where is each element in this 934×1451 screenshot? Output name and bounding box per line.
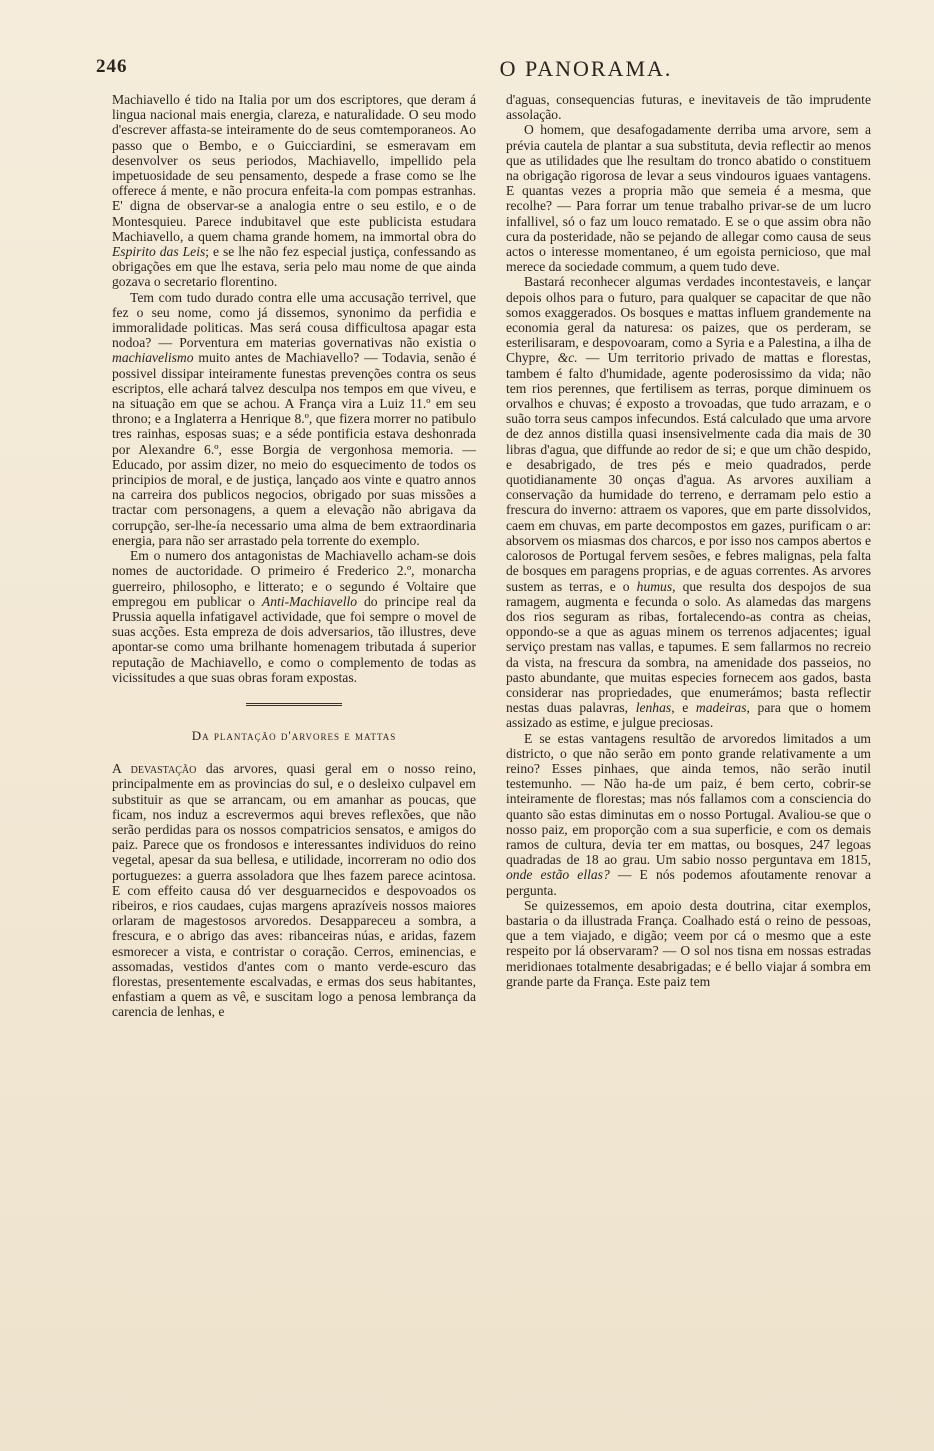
section-divider (246, 703, 342, 706)
paragraph: Bastará reconhecer algumas verdades incontestaveis, e lançar depois olhos para o futuro, para qualquer se capacitar de que não somos exaggerados. Os bosques e mattas influem grandemente na economia geral da naturesa: os paizes, que os perderam, se esterilisaram, e despovoaram, como a Syria e a Palestina, a ilha de Chypre, &c. — Um territorio privado de mattas e florestas, tambem é falto d'humidade, agente poderosissimo da vida; não tem rios perennes, que fertilisem as terras, porque diminuem os orvalhos e chuvas; é exposto a trovoadas, que tudo arrazam, e o suão torra seus campos infecundos. Está calculado que uma arvore de dez annos distilla quasi insensivelmente cada dia mais de 30 libras d'agua, que diffunde ao redor de si; e que um chão despido, e desabrigado, de tres pés e meio quadrados, perde quotidianamente 30 onças d'agua. As arvores auxiliam a conservação da humidade do terreno, e derramam pelo estio a frescura do inverno: attraem os vapores, que em parte dissolvidos, caem em chuvas, em parte decompostos em gazes, purificam o ar: absorvem os miasmas dos charcos, e por isso nos campos abertos e calorosos de Portugal fervem sesões, e febres malignas, pela falta de bosques em paragens proprias, e de aguas correntes. As arvores sustem as terras, e o humus, que resulta dos despojos de sua ramagem, augmenta e fecunda o solo. As alamedas das margens dos rios seguram as ribas, fortalecendo-as contra as cheias, oppondo-se a que as aguas minem os terrenos adjacentes; igual serviço prestam nas vallas, e tapumes. E sem fallarmos no recreio da vista, na frescura da sombra, na amenidade dos passeios, no pasto abundante, que muitas especies fornecem aos gados, basta considerar nas propriedades, que enumerámos; basta reflectir nestas duas palavras, lenhas, e madeiras, para que o homem assizado as estime, e julgue preciosas. (506, 274, 871, 731)
journal-title: O PANORAMA. (499, 56, 673, 81)
paragraph: E se estas vantagens resultão de arvoredos limitados a um districto, o que não serão em ponto grande relativamente a um reino? Esses pinhaes, que ainda temos, não serão inutil testemunho. — Não ha-de um paiz, é bem certo, cobrir-se inteiramente de florestas; mas nós fallamos com a consciencia do quanto são estas diminutas em o nosso Portugal. Avaliou-se que o nosso paiz, em proporção com a sua superficie, e com os demais ramos de cultura, devia ter em mattas, ou bosques, 247 legoas quadradas de 18 ao grau. Um sabio nosso perguntava em 1815, onde estão ellas? — E nós podemos afoutamente renovar a pergunta. (506, 730, 872, 898)
paragraph: Em o numero dos antagonistas de Machiavello acham-se dois nomes de auctoridade. O primeiro é Frederico 2.º, monarcha guerreiro, philosopho, e litterato; e o segundo é Voltaire que empregou em publicar o Anti-Machiavello do principe real da Prussia aquella infatigavel actividade, que foi sempre o movel de suas acções. Esta empreza de dois adversarios, tão illustres, deve apontar-se como uma brilhante homenagem tributada á superior reputação de Machiavello, e como o complemento de todas as vicissitudes a que suas obras foram expostas. (112, 548, 476, 685)
right-column (506, 92, 871, 989)
paragraph: A devastação das arvores, quasi geral em o nosso reino, principalmente em as provincias do sul, e o desleixo culpavel em substituir as que se arrancam, ou em amanhar as poucas, que ficam, nos induz a escrevermos aqui breves reflexões, que não serão perdidas para os nossos compatricios sensatos, e amigos do paiz. Parece que os frondosos e interessantes individuos do reino vegetal, apesar da sua bellesa, e utilidade, incorreram no odio dos portuguezes: a guerra assoladora que lhes fazem parece acintosa. E com effeito causa dó ver desguarnecidos e despovoados os ribeiros, e rios caudaes, cujas margens aprazíveis nossos maiores orlaram de magestosos arvoredos. Desappareceu a sombra, a frescura, e o abrigo das aves: ribanceiras núas, e aridas, fazem esmorecer a vista, e contristar o coração. Cerros, eminencias, e assomadas, vestidos d'antes com o manto verde-escuro das florestas, presentemente escalvadas, e ermas dos seus habitantes, enfastiam a quem as vê, e suscitam logo a penosa lembrança da carencia de lenhas, e (112, 761, 476, 1020)
paragraph: O homem, que desafogadamente derriba uma arvore, sem a prévia cautela de plantar a sua substituta, devia reflectir ao menos que as utilidades que lhe resultam do tronco abatido o constituem na obrigação rigorosa de levar a seus vindouros iguaes vantagens. E quantas vezes a propria mão que semeia é a mesma, que recolhe? — Para forrar um tenue trabalho privar-se de um lucro infallivel, só o faz um louco rematado. E se o que assim obra não cura da posteridade, não se pejando de allegar como causa de seus actos o interesse momentaneo, é um egoista pernicioso, que mal merece da sociedade commum, a quem tudo deve. (506, 122, 871, 275)
page-number: 246 (96, 56, 128, 77)
paragraph: Machiavello é tido na Italia por um dos escriptores, que deram á lingua nacional mais energia, clareza, e naturalidade. O seu modo d'escrever affasta-se inteiramente do de seus comtemporaneos. Ao passo que o Bembo, e o Guicciardini, se esmeravam em desenvolver os seus periodos, Machiavello, impellido pela impetuosidade de seu pensamento, despede a frase como se lhe offerece á mente, e não procura enfeita-la com pompas estranhas. E' digna de observar-se a analogia entre o seu estilo, e o de Montesquieu. Parece indubitavel que este publicista estudara Machiavello, a quem chama grande homem, na immortal obra do Espirito das Leis; e se lhe não fez especial justiça, confessando as obrigações em que lhe estava, seria pelo mau nome de que ainda gozava o secretario florentino. (112, 92, 476, 290)
section-title: Da plantação d'arvores e mattas (191, 727, 397, 743)
paragraph: Se quizessemos, em apoio desta doutrina, citar exemplos, bastaria o da illustrada França. Coalhado está o reino de pessoas, que a tem viajado, e digão; veem por cá o mesmo que a este respeito por lá observaram? — O sol nos tisna em nossas estradas meridionaes totalmente desabrigadas; e é bello viajar á sombra em grande parte da França. Este paiz tem (506, 897, 871, 989)
paragraph: d'aguas, consequencias futuras, e inevitaveis de tão imprudente assolação. (506, 92, 871, 123)
left-column (112, 92, 476, 1020)
paragraph: Tem com tudo durado contra elle uma accusação terrivel, que fez o seu nome, como já dissemos, synonimo da perfidia e immoralidade politicas. Mas será cousa difficultosa apagar esta nodoa? — Porventura em materias governativas não existia o machiavelismo muito antes de Machiavello? — Todavia, senão é possivel dissipar inteiramente funestas prevenções contra os seus escriptos, elle achará talvez desculpa nos tempos em que viveu, e na situação em que se achou. A França vira a Luiz 11.º em seu throno; e a Inglaterra a Henrique 8.º, que fizera morrer no patibulo tres rainhas, esposas suas; e a séde pontificia estava deshonrada por Alexandre 6.º, esse Borgia de vergonhosa memoria. — Educado, por assim dizer, no meio do esquecimento de todos os principios de moral, e de justiça, lançado aos vinte e quatro annos na carreira dos publicos negocios, obrigado por suas missões a tractar com personagens, a quem a elevação não abrigava da corrupção, ser-lhe-ía necessario uma alma de bem extraordinaria energia, para não ser arrastado pela torrente do exemplo. (112, 289, 476, 548)
page-header (96, 56, 896, 88)
